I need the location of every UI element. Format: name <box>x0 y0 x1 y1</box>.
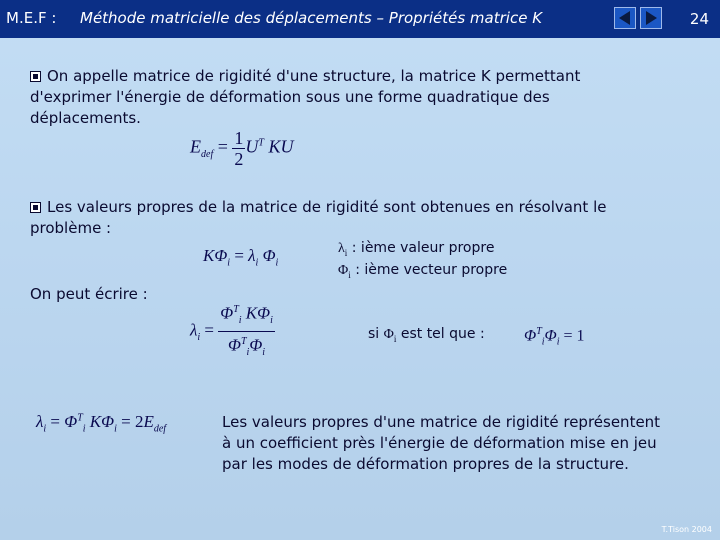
definition-phi: $\Phi_i$ : ième vecteur propre <box>338 262 508 280</box>
footer-credit: T.Tison 2004 <box>661 525 712 534</box>
definition-phi-text: : ième vecteur propre <box>350 262 508 278</box>
conclusion-line3: par les modes de déformation propres de la structure. <box>222 455 629 473</box>
eigenvalue-equation: $K\Phi_i = \lambda_i$ $\Phi_i$ <box>203 246 279 269</box>
slide-header <box>0 0 720 38</box>
conclusion-line1: Les valeurs propres d'une matrice de rigidité représentent <box>222 413 661 431</box>
paragraph-eigen-problem <box>30 197 606 239</box>
conclusion-paragraph <box>222 412 660 475</box>
paragraph1-line2: d'exprimer l'énergie de déformation sous une forme quadratique des <box>30 88 550 106</box>
conclusion-line2: à un coefficient près l'énergie de déformation mise en jeu <box>222 434 657 452</box>
normalization-condition: si $\Phi_i$ est tel que : <box>368 326 485 344</box>
previous-slide-button[interactable] <box>614 7 636 29</box>
on-peut-ecrire: On peut écrire : <box>30 285 148 303</box>
si-text: si <box>368 326 384 342</box>
normalization-formula: $\Phi^T_i\Phi_i = 1$ <box>524 326 585 348</box>
definition-lambda: $\lambda_i$ : ième valeur propre <box>338 240 495 258</box>
next-slide-button[interactable] <box>640 7 662 29</box>
paragraph-rigidity-definition <box>30 66 580 129</box>
definition-lambda-text: : ième valeur propre <box>347 240 495 256</box>
page-number: 24 <box>689 10 709 28</box>
deformation-energy-formula: $E_{def}$ = $\frac{1}{2}$ $U^T$ KU <box>190 128 294 169</box>
paragraph2-line2: problème : <box>30 219 112 237</box>
checkbox-bullet-icon <box>30 202 41 213</box>
triangle-right-icon <box>641 8 661 28</box>
si-text-2: est tel que : <box>396 326 485 342</box>
checkbox-bullet-icon <box>30 71 41 82</box>
eigenvalue-energy-formula: $\lambda_i = \Phi^T_i$ $K\Phi_i = 2E_{def}$ <box>36 412 167 435</box>
triangle-left-icon <box>615 8 635 28</box>
paragraph1-line3: déplacements. <box>30 109 141 127</box>
paragraph2-line1: Les valeurs propres de la matrice de rigidité sont obtenues en résolvant le <box>47 198 607 216</box>
paragraph1-line1: On appelle matrice de rigidité d'une structure, la matrice K permettant <box>47 67 581 85</box>
header-label: M.E.F : <box>6 9 57 27</box>
slide-title: Méthode matricielle des déplacements – Propriétés matrice K <box>80 9 543 27</box>
rayleigh-quotient-formula: $\lambda_i$ = $\frac{\Phi^T_i K\Phi_i}{\Phi^T_i\Phi_i}$ <box>190 300 275 363</box>
